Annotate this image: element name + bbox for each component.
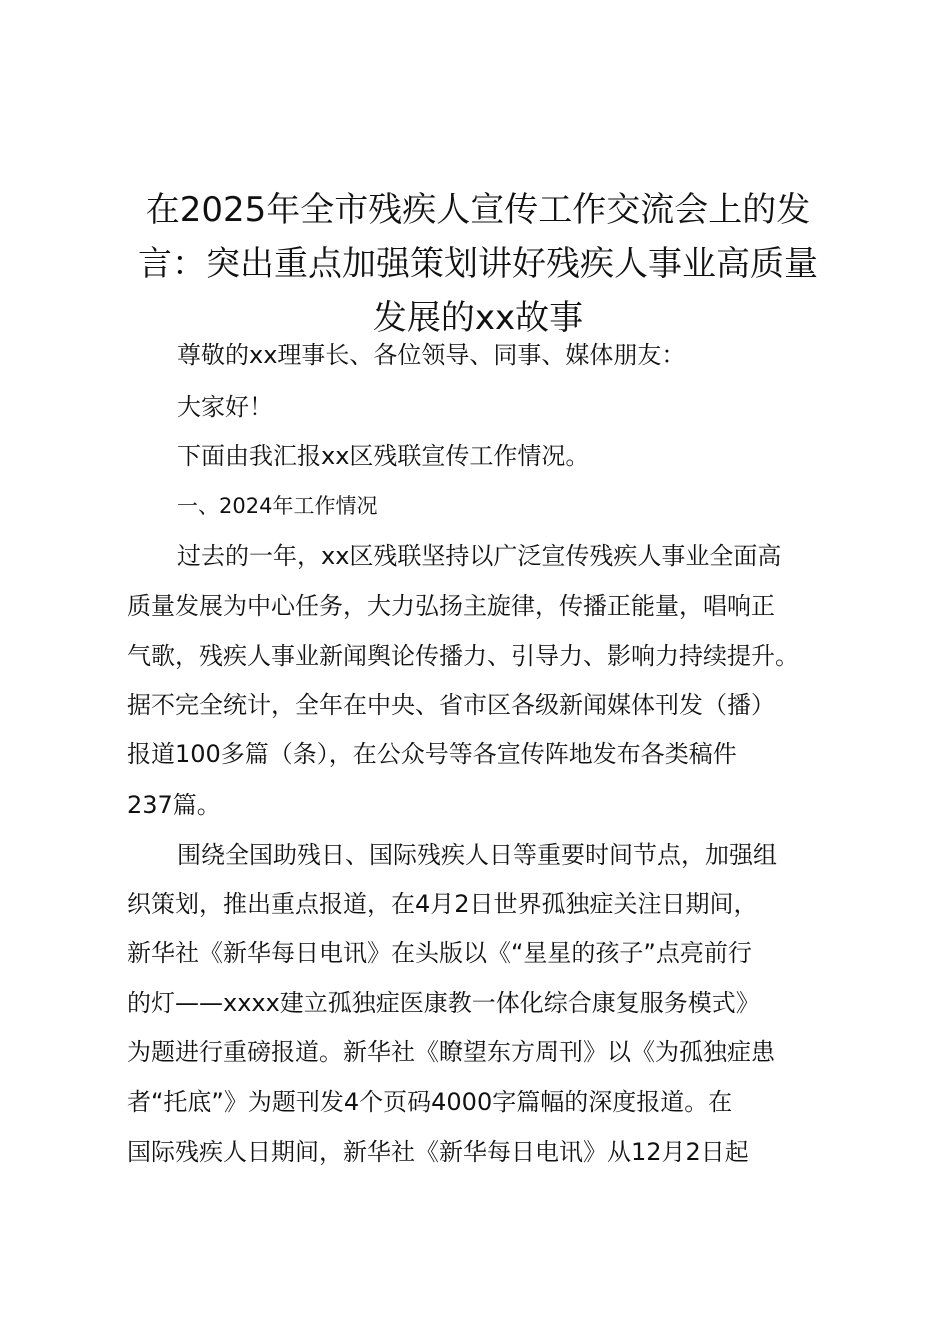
title-line: 发展的xx故事	[372, 298, 584, 338]
salutation: 尊敬的xx理事长、各位领导、同事、媒体朋友：	[177, 341, 686, 369]
document-title	[120, 183, 836, 345]
paragraph-line: 气歌，残疾人事业新闻舆论传播力、引导力、影响力持续提升。	[127, 642, 799, 670]
paragraph-line: 的灯——xxxx建立孤独症医康教一体化综合康复服务模式》	[127, 989, 760, 1017]
title-line: 言：突出重点加强策划讲好残疾人事业高质量	[138, 244, 818, 284]
title-line: 在2025年全市残疾人宣传工作交流会上的发	[145, 190, 811, 230]
paragraph-line: 织策划，推出重点报道，在4月2日世界孤独症关注日期间，	[127, 890, 758, 918]
paragraph-line: 国际残疾人日期间，新华社《新华每日电讯》从12月2日起	[127, 1138, 749, 1166]
paragraph-line: 据不完全统计，全年在中央、省市区各级新闻媒体刊发（播）	[127, 691, 775, 719]
section-heading: 一、2024年工作情况	[177, 494, 378, 518]
paragraph-line: 为题进行重磅报道。新华社《瞭望东方周刊》以《为孤独症患	[127, 1038, 775, 1066]
intro-text: 下面由我汇报xx区残联宣传工作情况。	[177, 442, 590, 470]
paragraph-line: 新华社《新华每日电讯》在头版以《“星星的孩子”点亮前行	[127, 939, 752, 967]
paragraph-line: 围绕全国助残日、国际残疾人日等重要时间节点，加强组	[177, 841, 777, 869]
paragraph-line: 者“托底”》为题刊发4个页码4000字篇幅的深度报道。在	[127, 1088, 733, 1116]
paragraph-line: 报道100多篇（条），在公众号等各宣传阵地发布各类稿件	[127, 740, 737, 768]
paragraph-line: 237篇。	[127, 791, 221, 819]
paragraph-line: 质量发展为中心任务，大力弘扬主旋律，传播正能量，唱响正	[127, 592, 775, 620]
greeting: 大家好！	[177, 393, 273, 421]
paragraph-line: 过去的一年，xx区残联坚持以广泛宣传残疾人事业全面高	[177, 542, 782, 570]
